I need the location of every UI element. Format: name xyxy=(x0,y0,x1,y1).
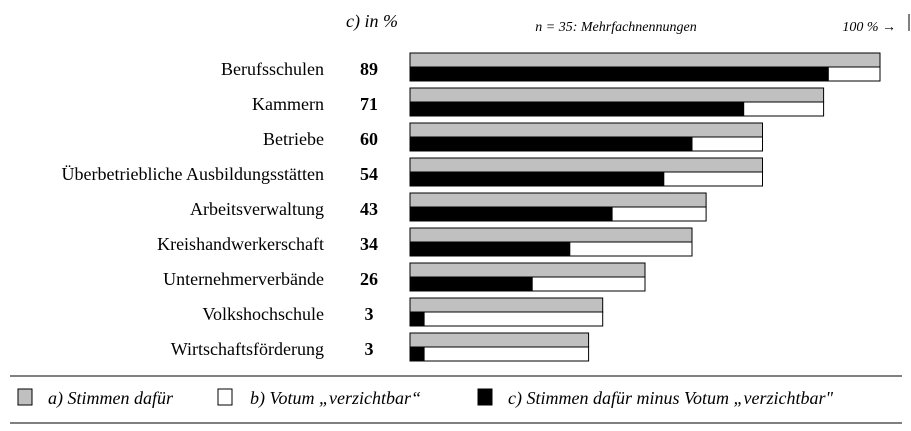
bar-stimmen-dafuer xyxy=(410,298,603,312)
bar-stimmen-dafuer xyxy=(410,123,763,137)
bar-stimmen-dafuer xyxy=(410,158,763,172)
value-label: 26 xyxy=(360,269,378,289)
bar-votum-verzichtbar xyxy=(692,137,763,151)
bar-stimmen-minus-verzichtbar xyxy=(410,67,828,81)
bar-row xyxy=(202,298,602,326)
bar-row xyxy=(157,228,692,256)
bar-votum-verzichtbar xyxy=(664,172,763,186)
value-label: 60 xyxy=(360,129,378,149)
value-label: 43 xyxy=(360,199,378,219)
bar-votum-verzichtbar xyxy=(532,277,645,291)
bar-stimmen-dafuer xyxy=(410,228,692,242)
category-label: Volkshochschule xyxy=(202,304,324,324)
bar-stimmen-minus-verzichtbar xyxy=(410,347,424,361)
value-label: 3 xyxy=(364,304,374,324)
category-label: Kammern xyxy=(252,94,324,114)
category-label: Betriebe xyxy=(263,129,324,149)
value-label: 89 xyxy=(360,59,378,79)
category-label: Arbeitsverwaltung xyxy=(190,199,324,219)
bar-stimmen-dafuer xyxy=(410,333,589,347)
value-label: 34 xyxy=(360,234,378,254)
value-column-header: c) in % xyxy=(346,11,398,31)
bar-votum-verzichtbar xyxy=(424,312,603,326)
bar-stimmen-dafuer xyxy=(410,263,645,277)
bar-votum-verzichtbar xyxy=(828,67,880,81)
legend xyxy=(18,388,833,409)
category-label: Unternehmerverbände xyxy=(163,269,324,289)
bar-votum-verzichtbar xyxy=(744,102,824,116)
bar-stimmen-dafuer xyxy=(410,88,824,102)
legend-label-b: b) Votum „verzichtbar“ xyxy=(250,388,421,408)
bar-stimmen-minus-verzichtbar xyxy=(410,312,424,326)
category-label: Wirtschaftsförderung xyxy=(170,339,324,359)
category-label: Kreishandwerkerschaft xyxy=(157,234,324,254)
bar-stimmen-minus-verzichtbar xyxy=(410,102,744,116)
axis-end-label: 100 % → xyxy=(842,20,896,35)
bar-votum-verzichtbar xyxy=(424,347,588,361)
category-label: Überbetriebliche Ausbildungsstätten xyxy=(61,164,324,184)
bar-stimmen-minus-verzichtbar xyxy=(410,207,612,221)
bar-stimmen-dafuer xyxy=(410,193,706,207)
bar-rows xyxy=(62,53,880,361)
bar-stimmen-minus-verzichtbar xyxy=(410,242,570,256)
legend-label-c: c) Stimmen dafür minus Votum „verzichtbar" xyxy=(508,388,834,408)
bar-stimmen-minus-verzichtbar xyxy=(410,137,692,151)
category-label: Berufsschulen xyxy=(221,59,324,79)
bar-row xyxy=(263,123,762,151)
legend-swatch-c xyxy=(478,389,492,405)
bar-stimmen-minus-verzichtbar xyxy=(410,277,532,291)
bar-votum-verzichtbar xyxy=(612,207,706,221)
value-label: 3 xyxy=(364,339,374,359)
bar-stimmen-minus-verzichtbar xyxy=(410,172,664,186)
bar-row xyxy=(252,88,824,116)
legend-label-a: a) Stimmen dafür xyxy=(48,388,173,408)
bar-row xyxy=(62,158,763,186)
bar-stimmen-dafuer xyxy=(410,53,880,67)
bar-row xyxy=(190,193,706,221)
value-label: 54 xyxy=(360,164,378,184)
bar-row xyxy=(163,263,645,291)
value-label: 71 xyxy=(360,94,378,114)
bar-row xyxy=(171,333,589,361)
legend-swatch-b xyxy=(218,389,232,405)
bar-votum-verzichtbar xyxy=(570,242,692,256)
sample-note: n = 35: Mehrfachnennungen xyxy=(535,20,697,35)
bar-row xyxy=(221,53,880,81)
legend-swatch-a xyxy=(18,389,32,405)
